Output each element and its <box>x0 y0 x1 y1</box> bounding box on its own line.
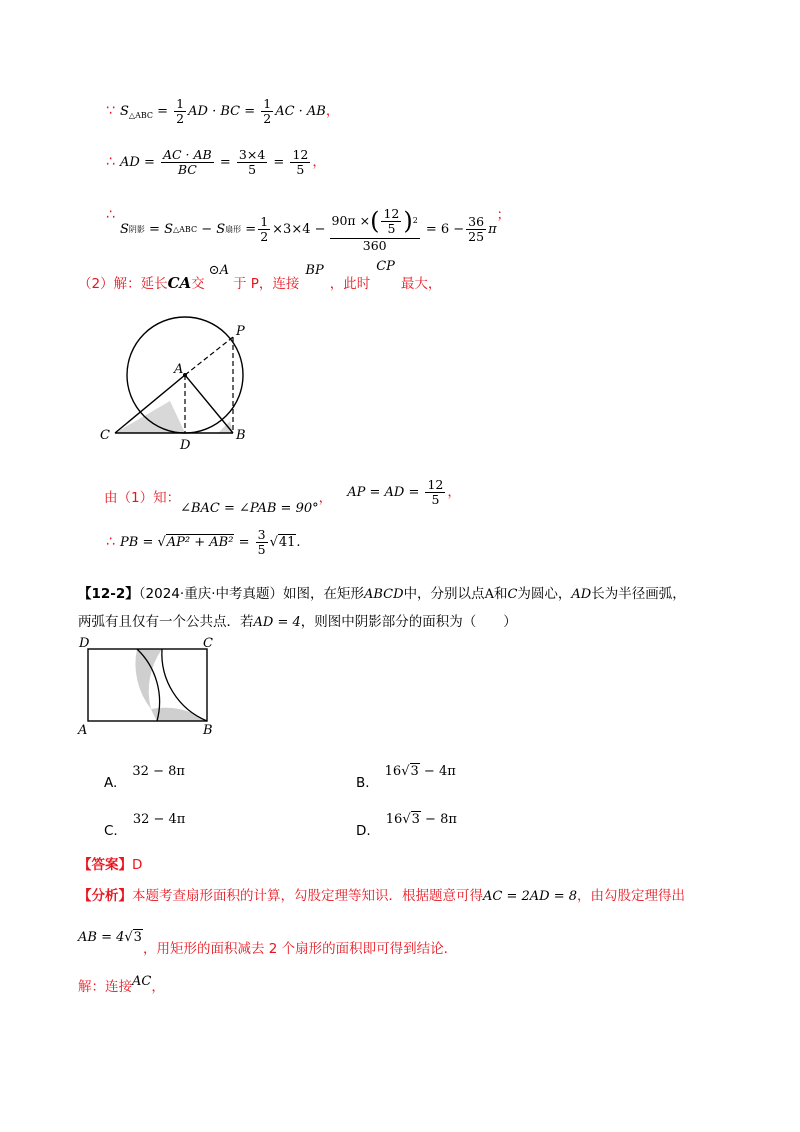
figure-circle-triangle <box>90 315 290 455</box>
expr-2: AD = $\frac{AC \cdot AB}{BC}$ = $\frac{3\times 4}{5}$ = $\frac{12}{5}$ <box>120 147 309 177</box>
label-p: P <box>236 324 245 339</box>
from-part1-line: $_{由(1)知:\angle BAC = \angle PAB = 90^\circ,}$ AP = AD = $\frac{12}{5}$ ， <box>104 477 461 516</box>
therefore-symbol: ∴ <box>106 207 115 223</box>
pb-line: ∴ PB = √AP² + AB² = $\frac{3}{5}$ √41. <box>106 527 301 557</box>
label-c: C <box>100 428 110 443</box>
therefore-symbol: ∴ <box>106 154 115 170</box>
question-line-2: 两弧有且仅有一个公共点．若AD = 4，则图中阴影部分的面积为（ ） <box>78 614 517 630</box>
question-line-1: 【12-2】（2024·重庆·中考真题）如图，在矩形ABCD中，分别以点A和C为圆心，AD长为半径画弧， <box>78 586 686 602</box>
point-a <box>183 373 187 377</box>
part2-line: （2）解：延长CA交⊙A于 P，连接BP，此时CP最大， <box>78 259 442 292</box>
because-symbol: ∵ <box>106 103 115 119</box>
label-c: C <box>203 636 213 651</box>
label-b: B <box>203 723 213 735</box>
line-1: ∵ $S_{\triangle ABC}$ = $\frac{1}{2}$ AD · BC = $\frac{1}{2}$ AC · AB， <box>106 96 340 126</box>
expr-3: S 阴影 = S △ABC − S 扇形 = $\frac{1}{2}$ ×3×4 − 90π × ( $\frac{12}{5}$ ) 2 360 = 6 − $\frac{36}{25}$ π <box>120 205 497 253</box>
figure-rectangle-arcs <box>75 635 225 735</box>
label-d: D <box>180 438 191 453</box>
answer-line: 【答案】D <box>78 857 143 873</box>
segment-ap <box>185 337 233 375</box>
label-a: A <box>174 362 184 377</box>
analysis-line-1: 【分析】本题考查扇形面积的计算，勾股定理等知识．根据题意可得AC = 2AD = 8，由勾股定理得出 <box>78 888 686 904</box>
label-b: B <box>236 428 246 443</box>
solution-line: 解：连接AC， <box>78 974 165 995</box>
label-d: D <box>79 636 90 651</box>
option-b[interactable]: $_{B.}$ 16√3 − 4π <box>356 764 456 791</box>
option-d[interactable]: $_{D.}$ 16√3 − 8π <box>356 812 457 839</box>
line-2: ∴ AD = $\frac{AC \cdot AB}{BC}$ = $\frac{3\times 4}{5}$ = $\frac{12}{5}$ ， <box>106 147 326 177</box>
shaded-region-upper-left <box>135 649 162 709</box>
label-a: A <box>78 723 88 735</box>
analysis-line-2: AB = $4√3_{,用矩形的面积减去 2 个扇形的面积即可得到结论.}$ <box>78 930 458 957</box>
expr-1: $S_{\triangle ABC}$ = $\frac{1}{2}$ AD · BC = $\frac{1}{2}$ AC · AB <box>120 96 326 126</box>
line-3: ∴ S 阴影 = S △ABC − S 扇形 = $\frac{1}{2}$ ×3×4 − 90π × ( $\frac{12}{5}$ ) 2 360 = 6 − $\frac{36}{25}$ π ； <box>106 205 511 253</box>
option-c[interactable]: $_{C.}$ 32 − 4π <box>104 812 186 839</box>
option-a[interactable]: $_{A.}$ 32 − 8π <box>104 764 185 791</box>
segment-ab <box>185 375 233 433</box>
shaded-region-left <box>115 401 185 433</box>
